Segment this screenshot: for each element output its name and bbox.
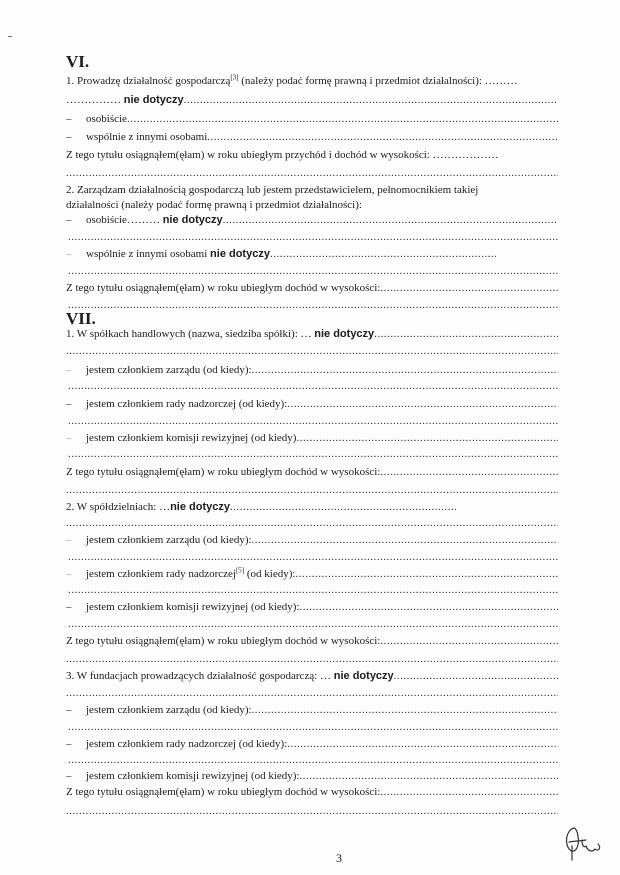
q7-1-income-fill — [66, 481, 558, 497]
bullet-dash: – — [66, 738, 72, 750]
section-vii-heading: VII. — [66, 309, 96, 328]
q7-2-answer: nie dotyczy — [170, 501, 230, 513]
q7-1-fill — [66, 342, 558, 358]
fill-line — [380, 786, 558, 799]
bullet-dash: – — [66, 770, 72, 782]
q6-2-personally-answer: nie dotyczy — [162, 214, 223, 226]
bullet-dash: – — [66, 534, 72, 546]
fill-line — [127, 113, 558, 126]
q7-3-audit-label: jestem członkiem komisji rewizyjnej (od kiedy): — [86, 770, 300, 782]
q7-1-income-label: Z tego tytułu osiągnąłem(ęłam) w roku ubiegłym dochód w wysokości: — [66, 466, 381, 478]
fill-line — [252, 364, 558, 377]
fill-line — [300, 770, 558, 783]
q7-2-board-label: jestem członkiem zarządu (od kiedy): — [86, 534, 252, 546]
fill-line — [68, 618, 558, 631]
q7-1-audit-line — [66, 429, 558, 445]
q6-2-jointly-fill — [68, 262, 558, 278]
fill-line — [252, 704, 558, 717]
q7-2-income-fill — [66, 650, 558, 666]
fill-line — [300, 601, 558, 614]
q6-1-income-line — [66, 146, 558, 162]
q7-2-supervisory-line — [66, 565, 558, 581]
bullet-dash: – — [66, 432, 72, 444]
q7-3-audit-line — [66, 767, 558, 783]
fill-line — [66, 167, 558, 180]
q7-1-supervisory-fill — [68, 412, 558, 428]
fill-line — [270, 248, 496, 261]
q7-2-line — [66, 498, 558, 514]
q6-1-income-label: Z tego tytułu osiągnąłem(ęłam) w roku ubiegłym przychód i dochód w wysokości: ……………… — [66, 149, 499, 161]
bullet-dash: – — [66, 398, 72, 410]
q7-3-supervisory-fill — [68, 751, 558, 767]
q6-2-jointly-line — [66, 245, 558, 261]
bullet-dash: – — [66, 601, 72, 613]
fill-line — [295, 568, 558, 581]
fill-line — [207, 131, 558, 144]
bullet-dash: – — [66, 113, 72, 125]
q7-3-income-line — [66, 783, 558, 799]
q6-1-answer: nie dotyczy — [123, 94, 184, 106]
q6-2-text-line2: działalności (należy podać formę prawną i przedmiot działalności): — [66, 199, 362, 211]
bullet-dash: – — [66, 131, 72, 143]
q6-1-jointly-line — [66, 128, 558, 144]
q7-3-answer: nie dotyczy — [333, 670, 394, 682]
fill-line — [223, 214, 558, 227]
q6-2-personally-fill — [68, 228, 558, 244]
q7-3-board-label: jestem członkiem zarządu (od kiedy): — [86, 704, 252, 716]
fill-line — [252, 534, 558, 547]
q7-2-income-label: Z tego tytułu osiągnąłem(ęłam) w roku ubiegłym dochód w wysokości: — [66, 635, 381, 647]
q7-3-board-line — [66, 701, 558, 717]
q6-1-lead: 1. Prowadzę działalność gospodarczą — [66, 75, 231, 87]
q6-2-income-label: Z tego tytułu osiągnąłem(ęłam) w roku ubiegłym dochód w wysokości: — [66, 282, 381, 294]
fill-line — [68, 265, 558, 278]
footnote-ref: [3] — [230, 73, 239, 82]
q7-3-income-fill — [66, 802, 558, 818]
q7-1-line — [66, 325, 558, 341]
fill-line — [68, 551, 558, 564]
q6-2-line1 — [66, 181, 558, 197]
q7-1-audit-fill — [68, 445, 558, 461]
fill-line — [184, 94, 558, 107]
fill-line — [380, 466, 558, 479]
q7-3-income-label: Z tego tytułu osiągnąłem(ęłam) w roku ubiegłym dochód w wysokości: — [66, 786, 381, 798]
q7-3-supervisory-label: jestem członkiem rady nadzorczej (od kiedy): — [86, 738, 288, 750]
q7-2-supervisory-since: (od kiedy): — [244, 568, 296, 580]
fill-line — [374, 328, 558, 341]
q7-1-answer: nie dotyczy — [314, 328, 375, 340]
q7-2-supervisory-fill — [68, 581, 558, 597]
q6-2-text-line1: 2. Zarządzam działalnością gospodarczą lub jestem przedstawicielem, pełnomocnikiem takiej — [66, 184, 479, 196]
fill-line — [68, 721, 558, 734]
q7-2-supervisory-label: jestem członkiem rady nadzorczej — [86, 568, 236, 580]
q7-1-audit-label: jestem członkiem komisji rewizyjnej (od kiedy) — [86, 432, 297, 444]
bullet-dash: – — [66, 568, 72, 580]
q6-2-personally-line — [66, 211, 558, 227]
fill-line — [230, 501, 456, 514]
q6-2-income-line — [66, 279, 558, 295]
bullet-dash: – — [66, 364, 72, 376]
page-number: 3 — [336, 851, 342, 865]
q6-2-income-fill — [68, 296, 558, 312]
q7-2-audit-label: jestem członkiem komisji rewizyjnej (od kiedy): — [86, 601, 300, 613]
fill-line — [66, 484, 558, 497]
fill-line — [66, 653, 558, 666]
q7-2-audit-line — [66, 598, 558, 614]
fill-line — [66, 345, 558, 358]
fill-line — [68, 415, 558, 428]
q6-2-line2 — [66, 196, 558, 212]
fill-line — [66, 517, 558, 530]
q6-1-personally-line — [66, 110, 558, 126]
fill-line — [68, 584, 558, 597]
margin-mark — [8, 36, 12, 37]
q7-1-board-fill — [68, 377, 558, 393]
q7-2-audit-fill — [68, 615, 558, 631]
bullet-dash: – — [66, 248, 72, 260]
q6-2-jointly-label: wspólnie z innymi osobami — [86, 248, 208, 260]
q7-3-board-fill — [68, 718, 558, 734]
declaration-page — [66, 0, 562, 875]
fill-line — [68, 380, 558, 393]
q7-1-supervisory-label: jestem członkiem rady nadzorczej (od kiedy): — [86, 398, 288, 410]
q7-1-income-line — [66, 463, 558, 479]
q6-1-line — [66, 72, 558, 88]
fill-line — [394, 670, 558, 683]
q7-1-lead: 1. W spółkach handlowych (nazwa, siedziba spółki): … — [66, 328, 312, 340]
q6-1-cont-dots: …………… — [66, 94, 121, 106]
q6-2-jointly-answer: nie dotyczy — [210, 248, 270, 260]
q7-3-fill — [66, 684, 558, 700]
q6-2-personally-label: osobiście……… — [86, 214, 160, 226]
q7-1-board-line — [66, 361, 558, 377]
q7-2-income-line — [66, 632, 558, 648]
q7-3-line — [66, 667, 558, 683]
q7-1-board-label: jestem członkiem zarządu (od kiedy): — [86, 364, 252, 376]
q6-1-income-fill — [66, 164, 558, 180]
fill-line — [68, 299, 558, 312]
fill-line — [68, 754, 558, 767]
q7-3-supervisory-line — [66, 735, 558, 751]
fill-line — [287, 738, 558, 751]
q6-1-personally-label: osobiście — [86, 113, 127, 125]
bullet-dash: – — [66, 704, 72, 716]
fill-line — [68, 231, 558, 244]
q7-2-lead: 2. W spółdzielniach: … — [66, 501, 171, 513]
q6-1-jointly-label: wspólnie z innymi osobami — [86, 131, 208, 143]
q6-1-instruction: (należy podać formę prawną i przedmiot działalności): ……… — [238, 75, 518, 87]
footnote-ref: [5] — [235, 566, 245, 575]
fill-line — [68, 448, 558, 461]
fill-line — [380, 282, 558, 295]
fill-line — [66, 687, 558, 700]
section-vi-heading: VI. — [66, 52, 90, 71]
q7-2-board-fill — [68, 548, 558, 564]
fill-line — [287, 398, 558, 411]
q7-2-board-line — [66, 531, 558, 547]
bullet-dash: – — [66, 214, 72, 226]
q6-1-answer-line — [66, 91, 558, 107]
q7-2-fill — [66, 514, 558, 530]
fill-line — [296, 432, 558, 445]
handwritten-signature — [560, 822, 604, 862]
fill-line — [380, 635, 558, 648]
q7-1-supervisory-line — [66, 395, 558, 411]
q7-3-lead: 3. W fundacjach prowadzących działalność gospodarczą: … — [66, 670, 332, 682]
fill-line — [66, 805, 558, 818]
